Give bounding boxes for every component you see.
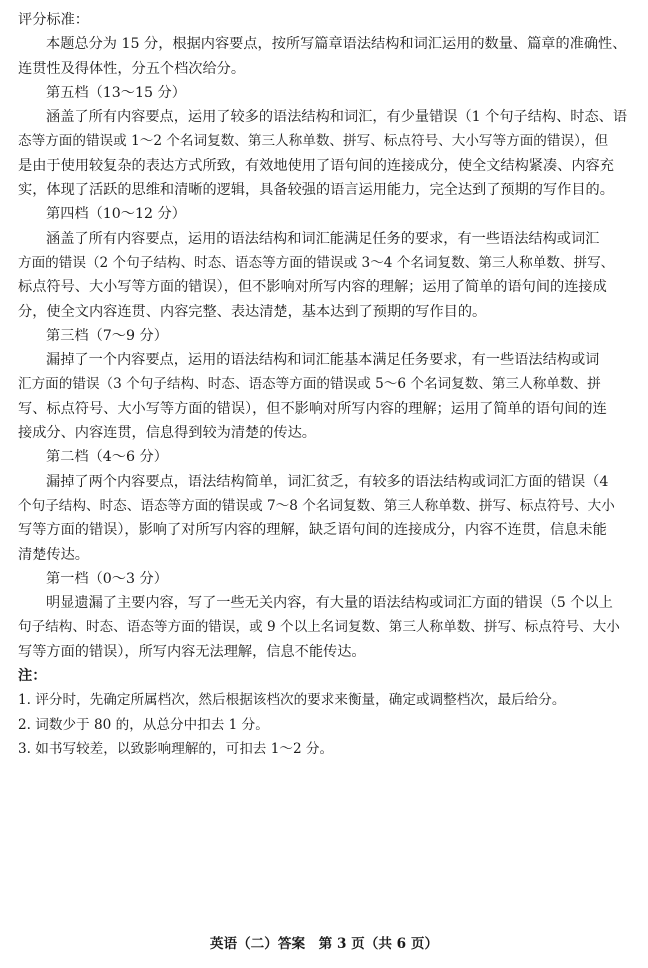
scoring-criteria-body [18, 8, 634, 664]
text-line: 写等方面的错误），影响了对所写内容的理解，缺乏语句间的连接成分，内容不连贯，信息未能 [18, 522, 607, 539]
grade-3-heading: 第三档（7～9 分） [46, 327, 168, 344]
note-item: 2. 词数少于 80 的，从总分中扣去 1 分。 [18, 716, 269, 733]
notes-heading: 注： [18, 668, 47, 685]
text-line: 本题总分为 15 分，根据内容要点，按所写篇章语法结构和词汇运用的数量、篇章的准确性、 [46, 36, 627, 53]
text-line: 是由于使用较复杂的表达方式所致，有效地使用了语句间的连接成分，使全文结构紧凑、内容充 [18, 157, 614, 174]
note-item: 3. 如书写较差，以致影响理解的，可扣去 1～2 分。 [18, 740, 334, 757]
text-line: 涵盖了所有内容要点，运用了较多的语法结构和词汇，有少量错误（1 个句子结构、时态、语 [46, 109, 628, 126]
note-item: 1. 评分时，先确定所属档次，然后根据该档次的要求来衡量，确定或调整档次，最后给分。 [18, 692, 566, 709]
grade-5-heading: 第五档（13～15 分） [46, 84, 186, 101]
text-line: 汇方面的错误（3 个句子结构、时态、语态等方面的错误或 5～6 个名词复数、第三人称单数、拼 [18, 376, 601, 393]
notes-section [18, 664, 634, 761]
text-line: 方面的错误（2 个句子结构、时态、语态等方面的错误或 3～4 个名词复数、第三人称单数、拼写、 [18, 254, 615, 271]
text-line: 句子结构、时态、语态等方面的错误，或 9 个以上名词复数、第三人称单数、拼写、标点符号、大小 [18, 619, 620, 636]
text-line: 接成分、内容连贯，信息得到较为清楚的传达。 [18, 425, 316, 442]
text-line: 连贯性及得体性，分五个档次给分。 [18, 60, 246, 77]
grade-4-heading: 第四档（10～12 分） [46, 206, 186, 223]
text-line: 个句子结构、时态、语态等方面的错误或 7～8 个名词复数、第三人称单数、拼写、标点符号、大小 [18, 497, 615, 514]
grade-1-heading: 第一档（0～3 分） [46, 570, 168, 587]
text-line: 漏掉了一个内容要点，运用的语法结构和词汇能基本满足任务要求，有一些语法结构或词 [46, 352, 600, 369]
page-footer: 英语（二）答案 第 3 页（共 6 页） [209, 936, 439, 952]
grade-2-heading: 第二档（4～6 分） [46, 449, 168, 466]
text-line: 漏掉了两个内容要点，语法结构简单，词汇贫乏，有较多的语法结构或词汇方面的错误（4 [46, 473, 609, 490]
text-line: 涵盖了所有内容要点，运用的语法结构和词汇能满足任务的要求，有一些语法结构或词汇 [46, 230, 600, 247]
text-line: 明显遗漏了主要内容，写了一些无关内容，有大量的语法结构或词汇方面的错误（5 个以上 [46, 595, 613, 612]
text-line: 实，体现了活跃的思维和清晰的逻辑，具备较强的语言运用能力，完全达到了预期的写作目的。 [18, 182, 614, 199]
text-line: 态等方面的错误或 1～2 个名词复数、第三人称单数、拼写、标点符号、大小写等方面的错误），但 [18, 133, 609, 150]
text-line: 分，使全文内容连贯、内容完整、表达清楚，基本达到了预期的写作目的。 [18, 303, 487, 320]
text-line: 标点符号、大小写等方面的错误），但不影响对所写内容的理解；运用了简单的语句间的连接成 [18, 279, 607, 296]
text-line: 写、标点符号、大小写等方面的错误），但不影响对所写内容的理解；运用了简单的语句间的连 [18, 400, 607, 417]
text-line: 写等方面的错误），所写内容无法理解，信息不能传达。 [18, 643, 366, 660]
criteria-heading: 评分标准： [18, 12, 89, 28]
text-line: 清楚传达。 [18, 546, 89, 563]
